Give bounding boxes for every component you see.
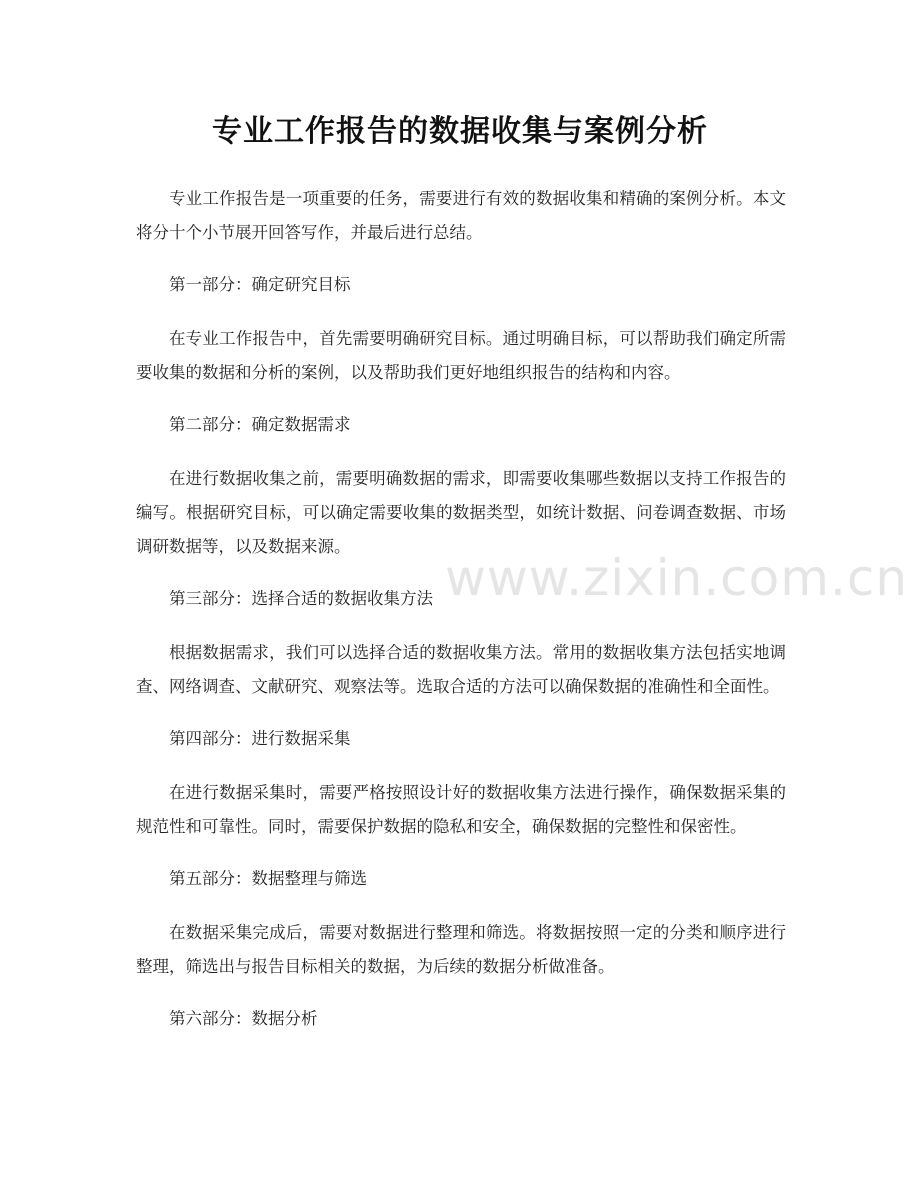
section-paragraph-1: 在专业工作报告中，首先需要明确研究目标。通过明确目标，可以帮助我们确定所需要收集的数据和分析的案例，以及帮助我们更好地组织报告的结构和内容。 — [136, 329, 786, 382]
section-heading-6: 第六部分：数据分析 — [169, 1009, 318, 1028]
section-paragraph-5: 在数据采集完成后，需要对数据进行整理和筛选。将数据按照一定的分类和顺序进行整理，筛选出与报告目标相关的数据，为后续的数据分析做准备。 — [136, 923, 786, 976]
document-title: 专业工作报告的数据收集与案例分析 — [212, 114, 708, 149]
watermark: www.zixin.com.cn — [445, 549, 909, 607]
section-paragraph-3: 根据数据需求，我们可以选择合适的数据收集方法。常用的数据收集方法包括实地调查、网络调查、文献研究、观察法等。选取合适的方法可以确保数据的准确性和全面性。 — [136, 643, 786, 696]
section-paragraph-2: 在进行数据收集之前，需要明确数据的需求，即需要收集哪些数据以支持工作报告的编写。根据研究目标，可以确定需要收集的数据类型，如统计数据、问卷调查数据、市场调研数据等，以及数据来源。 — [136, 469, 786, 556]
section-heading-4: 第四部分：进行数据采集 — [169, 729, 351, 748]
section-heading-2: 第二部分：确定数据需求 — [169, 415, 351, 434]
section-heading-3: 第三部分：选择合适的数据收集方法 — [169, 589, 433, 608]
section-paragraph-4: 在进行数据采集时，需要严格按照设计好的数据收集方法进行操作，确保数据采集的规范性和可靠性。同时，需要保护数据的隐私和安全，确保数据的完整性和保密性。 — [136, 783, 786, 836]
section-heading-5: 第五部分：数据整理与筛选 — [169, 869, 367, 888]
section-heading-1: 第一部分：确定研究目标 — [169, 275, 351, 294]
document-body — [136, 182, 786, 1056]
intro-paragraph: 专业工作报告是一项重要的任务，需要进行有效的数据收集和精确的案例分析。本文将分十个小节展开回答写作，并最后进行总结。 — [136, 189, 786, 242]
